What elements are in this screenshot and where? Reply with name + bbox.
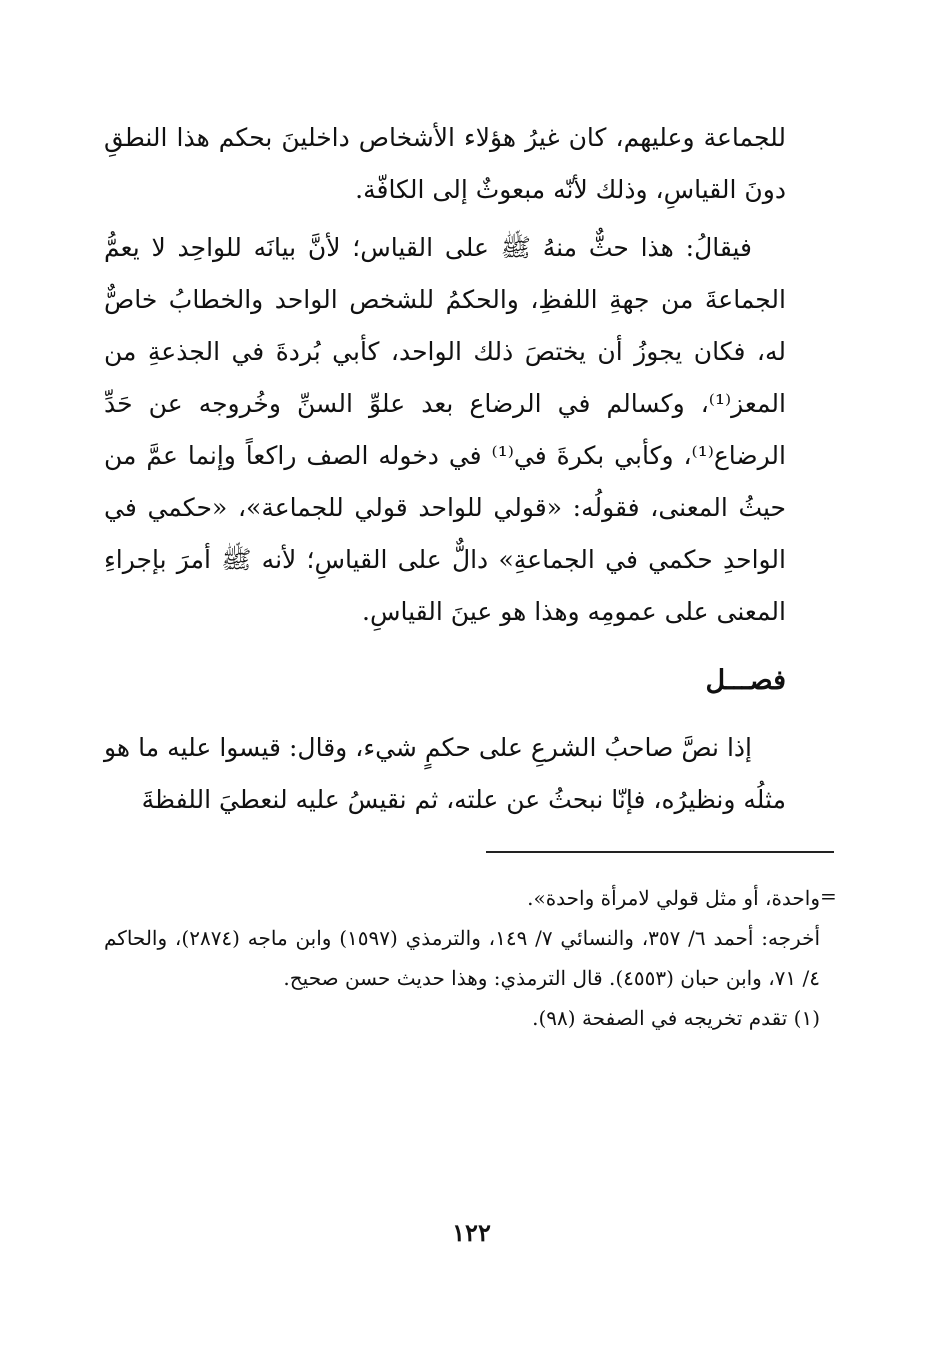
section-heading: فصـــل xyxy=(705,665,786,696)
page-number: ١٢٢ xyxy=(452,1218,491,1247)
main-text xyxy=(104,112,786,826)
footnote-line: (١) تقدم تخريجه في الصفحة (٩٨). xyxy=(532,1006,820,1030)
footnote-line: واحدة، أو مثل قولي لامرأة واحدة». xyxy=(527,886,820,910)
footnote-continuation-mark: = xyxy=(820,884,837,908)
paragraph-continuation: للجماعة وعليهم، كان غيرُ هؤلاء الأشخاص داخلينَ بحكم هذا النطقِ دونَ القياسِ، وذلك لأنّه مبعوثٌ إلى الكافّة. xyxy=(104,123,786,204)
footnotes xyxy=(104,878,820,1038)
footnote-separator xyxy=(486,851,834,853)
paragraph-qiyas: فيقالُ: هذا حثٌّ منهُ ﷺ على القياس؛ لأنَّ بيانَه للواحِد لا يعمُّ الجماعةَ من جهةِ اللفظِ، والحكمُ للشخص الواحد والخطابُ خاصٌّ له، فكان يجوزُ أن يختصَ ذلك الواحد، كأبي بُردةَ في الجذعةِ من المعز⁽¹⁾، وكسالم في الرضاع بعد علوِّ السنِّ وخُروجه عن حَدِّ الرضاع⁽¹⁾، وكأبي بكرةَ في⁽¹⁾ في دخوله الصف راكعاً وإنما عمَّ من حيثُ المعنى، فقولُه: «قولي للواحد قولي للجماعة»، «حكمي في الواحدِ حكمي في الجماعةِ» دالٌّ على القياسِ؛ لأنه ﷺ أمرَ بإجراءِ المعنى على عمومِه وهذا هو عينَ القياسِ. xyxy=(104,233,786,626)
paragraph-section: إذا نصَّ صاحبُ الشرعِ على حكمٍ شيء، وقال: قيسوا عليه ما هو مثلُه ونظيرُه، فإنّا نبحثُ عن علته، ثم نقيسُ عليه لنعطيَ اللفظةَ xyxy=(104,733,786,814)
footnote-line: أخرجه: أحمد ٦/ ٣٥٧، والنسائي ٧/ ١٤٩، والترمذي (١٥٩٧) وابن ماجه (٢٨٧٤)، والحاكم ٤/ ٧١، وابن حبان (٤٥٥٣). قال الترمذي: وهذا حديث حسن صحيح. xyxy=(104,926,821,990)
